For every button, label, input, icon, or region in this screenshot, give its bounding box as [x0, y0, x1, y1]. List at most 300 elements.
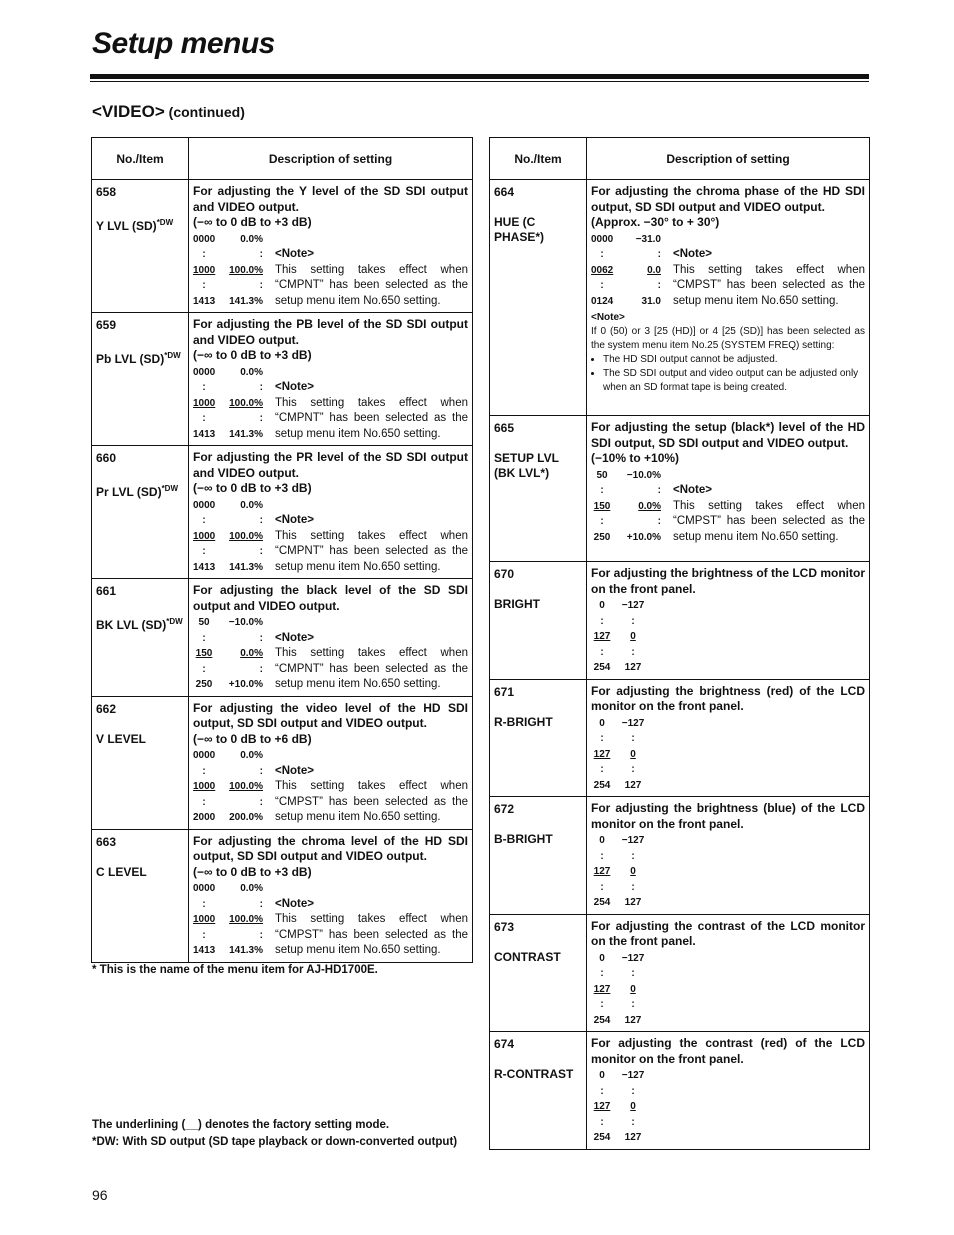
- value-table: [193, 232, 468, 310]
- result-value-text: −127: [621, 835, 645, 846]
- value-column-result: [221, 232, 263, 310]
- item-name-text: B-BRIGHT: [494, 832, 553, 846]
- setting-value: 1413: [193, 428, 216, 440]
- result-value: [221, 529, 263, 545]
- note-heading: <Note>: [275, 764, 314, 777]
- result-value: [221, 278, 263, 294]
- setting-value: :: [600, 485, 604, 496]
- result-value: [221, 498, 263, 514]
- note-spacer: [275, 232, 468, 248]
- result-value-text: 100.0%: [229, 264, 263, 276]
- note-spacer: [673, 468, 865, 484]
- value-column-setting: [193, 748, 215, 826]
- value-column-result: [619, 232, 661, 310]
- setting-value: 2000: [193, 812, 216, 823]
- result-value-text: 127: [624, 1014, 642, 1026]
- table-row: [490, 797, 870, 915]
- result-value: [221, 396, 263, 412]
- result-value: [619, 232, 661, 248]
- item-name: [96, 215, 184, 234]
- result-value: [613, 997, 653, 1013]
- result-value-text: :: [657, 485, 661, 496]
- result-value: [613, 966, 653, 982]
- result-value: [613, 849, 653, 865]
- setting-value: :: [600, 881, 604, 893]
- result-value-text: 0: [630, 866, 636, 877]
- note-spacer: [275, 881, 468, 897]
- item-name: [494, 451, 582, 481]
- value-table: [193, 748, 468, 826]
- item-name-superscript: *DW: [166, 617, 183, 626]
- item-name-text: Pb LVL (SD): [96, 352, 165, 366]
- item-cell: [92, 313, 189, 446]
- value-table: [591, 468, 865, 546]
- note-heading: <Note>: [275, 631, 314, 644]
- result-value-text: 141.3%: [229, 561, 263, 573]
- setting-value: :: [600, 615, 604, 627]
- value-column-result: [221, 498, 263, 576]
- result-value: [613, 1068, 653, 1084]
- setting-value: 254: [593, 662, 611, 673]
- result-value-text: 0.0%: [240, 750, 263, 761]
- setting-value: :: [600, 249, 604, 260]
- table-row: [490, 180, 870, 416]
- result-value: [221, 615, 263, 631]
- description-cell: [587, 679, 870, 797]
- item-name: [96, 348, 184, 367]
- setting-value: 0000: [193, 366, 216, 378]
- value-column-result: [221, 881, 263, 959]
- note-text: This setting takes effect when “CMPNT” has been selected as the setup menu item No.650 setting.: [275, 263, 468, 307]
- setting-range: (−∞ to 0 dB to +3 dB): [193, 215, 312, 229]
- item-name-text: BRIGHT: [494, 597, 540, 611]
- setting-value: 0000: [591, 233, 614, 245]
- result-value: [613, 864, 653, 880]
- description-text: For adjusting the video level of the HD SDI output, SD SDI output and VIDEO output.: [193, 700, 468, 730]
- setting-range: (−∞ to 0 dB to +3 dB): [193, 348, 312, 362]
- result-value: [613, 778, 653, 794]
- item-cell: [490, 797, 587, 915]
- description-text: For adjusting the setup (black*) level of the HD SDI output, SD SDI output and VIDEO output.: [591, 420, 865, 450]
- item-number: 660: [96, 451, 117, 465]
- result-value-text: −31.0: [635, 233, 661, 245]
- result-value: [221, 662, 263, 678]
- result-value-text: 141.3%: [229, 428, 263, 440]
- note-heading: <Note>: [275, 514, 314, 526]
- result-value: [221, 631, 263, 647]
- setting-value: 50: [198, 617, 210, 628]
- setting-range: (−∞ to 0 dB to +3 dB): [193, 864, 312, 879]
- result-value-text: 0.0%: [240, 499, 263, 511]
- note-heading: <Note>: [275, 248, 314, 260]
- result-value-text: 31.0: [641, 295, 661, 307]
- col-header-no-item: No./Item: [490, 138, 587, 180]
- setting-value: 127: [593, 983, 611, 995]
- value-column-setting: [591, 468, 613, 546]
- result-value-text: 0: [630, 1101, 636, 1112]
- table-row: [92, 696, 473, 829]
- result-value: [613, 614, 653, 630]
- item-name-text: R-CONTRAST: [494, 1067, 574, 1081]
- setting-value: :: [202, 929, 206, 941]
- item-cell: [490, 416, 587, 562]
- result-value: [221, 748, 263, 764]
- description-cell: [189, 829, 473, 962]
- description-text: For adjusting the Y level of the SD SDI output and VIDEO output.: [193, 184, 468, 214]
- result-value: [221, 795, 263, 811]
- setting-value: 0000: [193, 750, 216, 761]
- result-value-text: :: [259, 382, 263, 393]
- setting-value: 1413: [193, 945, 216, 956]
- result-value-text: 127: [624, 779, 642, 791]
- setting-value: :: [600, 280, 604, 291]
- table-row: [92, 446, 473, 579]
- setting-range: (−∞ to 0 dB to +6 dB): [193, 731, 312, 746]
- result-value-text: 0.0%: [240, 883, 263, 894]
- value-column-result: [619, 468, 661, 546]
- item-cell: [490, 914, 587, 1032]
- setting-value: 0: [599, 600, 605, 611]
- result-value-text: 0.0%: [638, 500, 661, 512]
- setting-value: 150: [593, 500, 611, 512]
- table-row: [490, 1032, 870, 1150]
- value-column-setting: [591, 598, 613, 676]
- value-column-result: [221, 615, 263, 693]
- value-column-setting: [591, 232, 613, 310]
- description-text: For adjusting the brightness (red) of the LCD monitor on the front panel.: [591, 683, 865, 713]
- setting-value: 1000: [193, 781, 216, 792]
- result-value: [613, 598, 653, 614]
- description-cell: [587, 562, 870, 680]
- result-value-text: 127: [624, 1132, 642, 1143]
- result-value-text: −10.0%: [626, 469, 661, 481]
- col-header-description: Description of setting: [587, 138, 870, 180]
- description-text: For adjusting the brightness of the LCD monitor on the front panel.: [591, 566, 865, 596]
- setting-value: 127: [593, 631, 611, 642]
- table-row: [92, 180, 473, 313]
- item-number: 670: [494, 567, 515, 581]
- setting-value: 127: [593, 1101, 611, 1112]
- note-block: [275, 365, 468, 443]
- description-text: For adjusting the PB level of the SD SDI output and VIDEO output.: [193, 317, 468, 347]
- result-value: [221, 912, 263, 928]
- note-block: [275, 232, 468, 310]
- note-text: This setting takes effect when “CMPNT” has been selected as the setup menu item No.650 setting.: [275, 647, 468, 690]
- footnote-dw: *DW: With SD output (SD tape playback or down-converted output): [92, 1136, 458, 1148]
- note-spacer: [275, 748, 468, 764]
- table-row: [92, 313, 473, 446]
- result-value-text: 0.0%: [240, 233, 263, 245]
- setting-value: 150: [195, 648, 213, 659]
- setting-value: 0000: [193, 883, 216, 894]
- value-column-setting: [591, 716, 613, 794]
- right-settings-table: [489, 137, 870, 1150]
- setting-value: 1413: [193, 295, 216, 307]
- item-cell: [92, 180, 189, 313]
- note-block: [275, 748, 468, 826]
- setting-value: :: [202, 515, 206, 526]
- item-number: 658: [96, 185, 117, 199]
- result-value-text: :: [631, 764, 635, 775]
- result-value: [613, 1115, 653, 1131]
- setting-value: 0: [599, 1070, 605, 1081]
- result-value-text: 0.0%: [240, 648, 263, 659]
- item-name-text: R-BRIGHT: [494, 714, 553, 729]
- value-column-result: [221, 748, 263, 826]
- item-cell: [92, 696, 189, 829]
- item-name: [96, 481, 184, 500]
- item-name-text: Y LVL (SD): [96, 219, 157, 233]
- result-value: [613, 629, 653, 645]
- result-value: [221, 427, 263, 443]
- additional-note-list: [591, 353, 865, 395]
- result-value: [221, 943, 263, 959]
- setting-range: (−10% to +10%): [591, 451, 680, 465]
- item-cell: [490, 1032, 587, 1150]
- result-value-text: 0: [630, 631, 636, 642]
- result-value-text: 127: [624, 662, 642, 673]
- item-cell: [92, 446, 189, 579]
- value-column-result: [613, 1068, 653, 1146]
- item-number: 665: [494, 421, 515, 435]
- setting-value: :: [202, 546, 206, 557]
- value-column-setting: [193, 498, 215, 576]
- item-name-text: V LEVEL: [96, 731, 147, 746]
- page-title: Setup menus: [92, 27, 275, 60]
- setting-value: 1000: [193, 530, 216, 542]
- result-value-text: 0.0: [647, 264, 661, 276]
- value-column-result: [221, 365, 263, 443]
- result-value: [613, 645, 653, 661]
- result-value: [613, 731, 653, 747]
- result-value: [221, 294, 263, 310]
- result-value-text: :: [631, 615, 635, 627]
- item-name: [494, 215, 582, 245]
- setting-value: 1413: [193, 561, 216, 573]
- result-value: [613, 1099, 653, 1115]
- description-cell: [587, 416, 870, 562]
- value-column-result: [613, 833, 653, 911]
- result-value-text: 100.0%: [229, 914, 263, 925]
- result-value: [613, 1084, 653, 1100]
- description-text: For adjusting the chroma level of the HD SDI output, SD SDI output and VIDEO output.: [193, 833, 468, 863]
- col-header-description: Description of setting: [189, 138, 473, 180]
- description-cell: [189, 313, 473, 446]
- value-column-result: [613, 716, 653, 794]
- value-column-setting: [591, 1068, 613, 1146]
- value-column-setting: [193, 232, 215, 310]
- additional-note-heading: <Note>: [591, 312, 625, 323]
- setting-value: :: [600, 1116, 604, 1128]
- result-value: [221, 810, 263, 826]
- item-name: [494, 715, 582, 730]
- result-value-text: :: [259, 663, 263, 675]
- note-text: This setting takes effect when “CMPNT” has been selected as the setup menu item No.650 setting.: [275, 529, 468, 573]
- result-value: [221, 646, 263, 662]
- result-value-text: :: [631, 968, 635, 979]
- result-value-text: :: [259, 898, 263, 910]
- result-value: [221, 411, 263, 427]
- result-value: [613, 747, 653, 763]
- item-number: 661: [96, 584, 117, 598]
- setting-value: :: [600, 999, 604, 1010]
- description-cell: [587, 1032, 870, 1150]
- setting-value: 0000: [193, 499, 216, 511]
- item-name-superscript: *DW: [164, 351, 181, 360]
- result-value: [613, 1130, 653, 1146]
- result-value-text: 100.0%: [229, 397, 263, 409]
- left-settings-table: [91, 137, 473, 963]
- note-block: [275, 881, 468, 959]
- note-text: This setting takes effect when “CMPST” has been selected as the setup menu item No.650 setting.: [673, 499, 865, 543]
- value-table: [591, 951, 865, 1029]
- item-name: [494, 832, 582, 847]
- item-name: [494, 950, 582, 965]
- setting-value: :: [202, 663, 206, 675]
- result-value: [619, 247, 661, 263]
- setting-range: (Approx. −30° to + 30°): [591, 215, 720, 229]
- result-value: [221, 677, 263, 693]
- result-value: [221, 263, 263, 279]
- result-value-text: −10.0%: [228, 617, 263, 628]
- setting-value: :: [202, 280, 206, 291]
- item-cell: [490, 180, 587, 416]
- result-value: [221, 897, 263, 913]
- result-value: [619, 263, 661, 279]
- footnote-aj-hd1700e: * This is the name of the menu item for AJ-HD1700E.: [92, 964, 378, 976]
- item-name-text: HUE (C PHASE*): [494, 215, 545, 244]
- item-name-text: BK LVL (SD): [96, 618, 167, 632]
- result-value-text: −127: [621, 600, 645, 611]
- value-column-setting: [193, 365, 215, 443]
- result-value-text: +10.0%: [228, 679, 263, 690]
- result-value: [619, 483, 661, 499]
- table-row: [490, 416, 870, 562]
- table-row: [490, 562, 870, 680]
- result-value-text: :: [259, 413, 263, 424]
- note-heading: <Note>: [673, 248, 712, 260]
- setting-value: :: [202, 382, 206, 393]
- result-value: [221, 881, 263, 897]
- description-text: For adjusting the black level of the SD SDI output and VIDEO output.: [193, 583, 468, 613]
- note-spacer: [275, 498, 468, 514]
- note-heading: <Note>: [275, 897, 314, 910]
- setting-value: :: [202, 413, 206, 424]
- description-text: For adjusting the contrast (red) of the LCD monitor on the front panel.: [591, 1036, 865, 1066]
- result-value-text: −127: [621, 952, 645, 964]
- result-value: [221, 232, 263, 248]
- result-value-text: 0.0%: [240, 366, 263, 378]
- result-value-text: :: [259, 546, 263, 557]
- setting-value: :: [202, 898, 206, 910]
- result-value-text: :: [259, 765, 263, 777]
- result-value: [619, 278, 661, 294]
- value-table: [591, 833, 865, 911]
- table-row: [92, 579, 473, 697]
- item-name-text: CONTRAST: [494, 949, 561, 964]
- note-block: [275, 498, 468, 576]
- item-name: [96, 614, 184, 633]
- table-row: [92, 829, 473, 962]
- result-value-text: :: [657, 249, 661, 260]
- result-value-text: :: [259, 796, 263, 808]
- setting-value: 0124: [591, 295, 614, 307]
- item-number: 673: [494, 919, 515, 934]
- result-value-text: :: [631, 733, 635, 744]
- result-value: [613, 895, 653, 911]
- table-row: [490, 679, 870, 797]
- note-spacer: [673, 232, 865, 248]
- result-value-text: :: [631, 1116, 635, 1128]
- item-name-text: SETUP LVL (BK LVL*): [494, 451, 559, 480]
- note-heading: <Note>: [673, 484, 712, 496]
- additional-note: [591, 311, 865, 395]
- list-item: • The SD SDI output and video output can be adjusted only when an SD format tape is being created.: [603, 367, 865, 395]
- title-rule: [90, 74, 869, 79]
- description-text: For adjusting the contrast of the LCD monitor on the front panel.: [591, 918, 865, 948]
- setting-value: 250: [195, 679, 213, 690]
- result-value-text: :: [259, 929, 263, 941]
- note-block: [673, 232, 865, 310]
- result-value: [619, 468, 661, 484]
- description-text: For adjusting the brightness (blue) of the LCD monitor on the front panel.: [591, 801, 865, 831]
- setting-value: :: [202, 765, 206, 777]
- value-table: [591, 1068, 865, 1146]
- description-cell: [587, 180, 870, 416]
- result-value-text: +10.0%: [626, 531, 661, 543]
- result-value-text: :: [631, 881, 635, 893]
- result-value-text: 0: [630, 983, 636, 995]
- result-value: [613, 833, 653, 849]
- setting-range: (−∞ to 0 dB to +3 dB): [193, 481, 312, 495]
- item-number: 659: [96, 318, 117, 332]
- setting-value: 254: [593, 779, 611, 791]
- note-text: This setting takes effect when “CMPST” has been selected as the setup menu item No.650 setting.: [275, 913, 468, 956]
- result-value: [619, 294, 661, 310]
- setting-value: 0062: [591, 264, 614, 276]
- item-name-superscript: *DW: [161, 484, 179, 493]
- item-name: [494, 1067, 582, 1082]
- item-cell: [92, 579, 189, 697]
- item-number: 674: [494, 1037, 515, 1051]
- value-table: [193, 498, 468, 576]
- result-value: [221, 764, 263, 780]
- result-value-text: :: [259, 515, 263, 526]
- description-cell: [189, 446, 473, 579]
- note-block: [275, 615, 468, 693]
- result-value-text: −127: [621, 717, 645, 729]
- setting-value: 0000: [193, 233, 216, 245]
- item-number: 664: [494, 185, 515, 199]
- setting-value: 0: [599, 717, 605, 729]
- additional-note-text: If 0 (50) or 3 [25 (HD)] or 4 [25 (SD)] has been selected as the system menu item No.25 (SYSTEM FREQ) setting:: [591, 326, 865, 351]
- description-text: For adjusting the chroma phase of the HD SDI output, SD SDI output and VIDEO output.: [591, 184, 865, 214]
- value-table: [591, 598, 865, 676]
- result-value-text: :: [259, 280, 263, 291]
- result-value: [221, 380, 263, 396]
- result-value: [221, 560, 263, 576]
- item-cell: [92, 829, 189, 962]
- setting-value: :: [600, 1085, 604, 1097]
- setting-value: :: [600, 733, 604, 744]
- value-table: [193, 881, 468, 959]
- value-table: [591, 716, 865, 794]
- item-cell: [490, 562, 587, 680]
- result-value-text: 141.3%: [229, 295, 263, 307]
- value-column-setting: [193, 615, 215, 693]
- table-row: [490, 914, 870, 1032]
- setting-value: :: [600, 968, 604, 979]
